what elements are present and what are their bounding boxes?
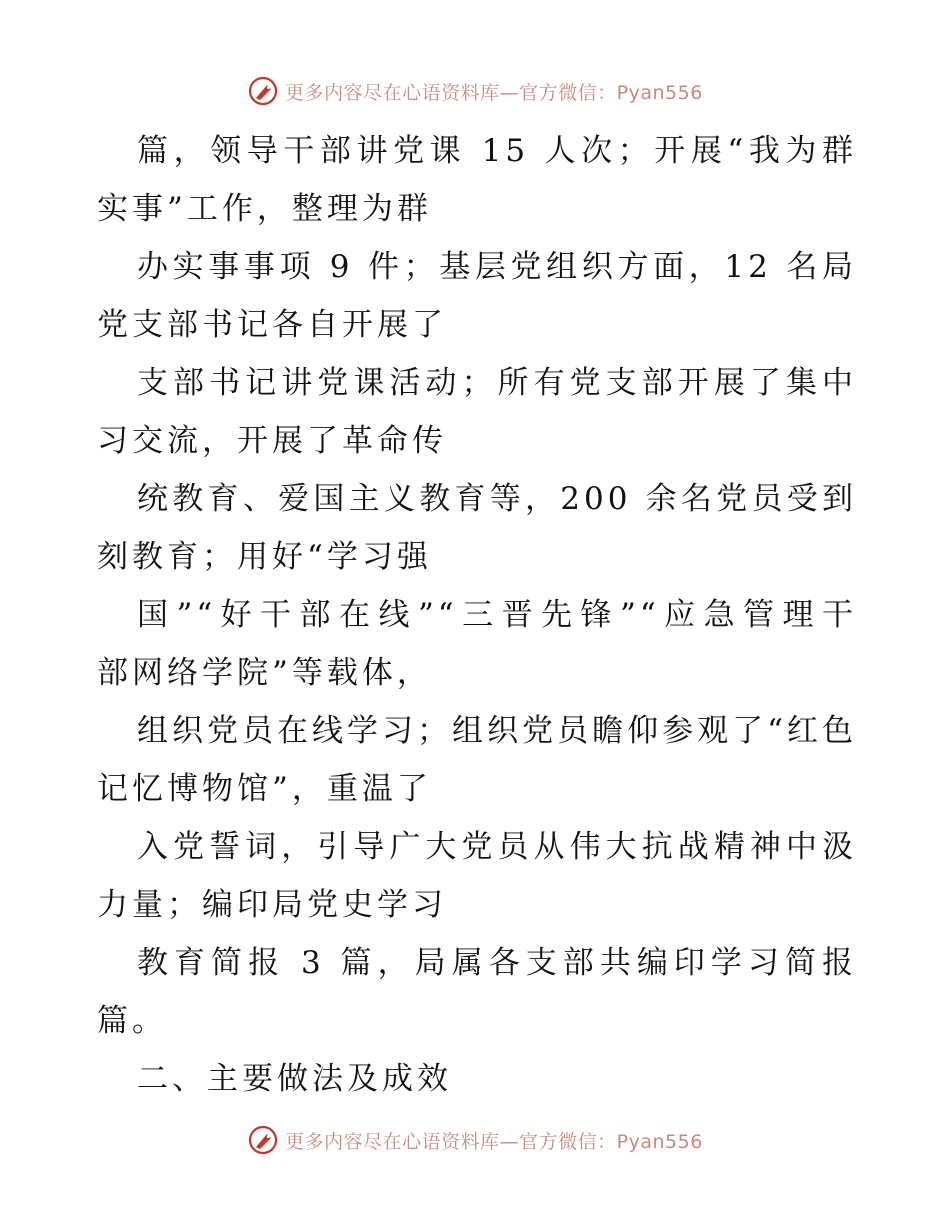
body-line: 篇。 [97, 1003, 167, 1039]
watermark-banner-bottom [0, 1120, 950, 1160]
body-line: 实事”工作，整理为群 [97, 191, 432, 227]
body-line: 部网络学院”等载体， [97, 655, 432, 691]
body-line: 篇，领导干部讲党课 15 人次；开展“我为群 [137, 133, 857, 169]
body-line: 习交流，开展了革命传 [97, 423, 447, 459]
body-line: 力量；编印局党史学习 [97, 887, 447, 923]
body-line: 统教育、爱国主义教育等，200 余名党员受到 [137, 481, 857, 517]
body-line: 刻教育；用好“学习强 [97, 539, 432, 575]
body-line: 组织党员在线学习；组织党员瞻仰参观了“红色 [137, 713, 857, 749]
watermark-text: 更多内容尽在心语资料库—官方微信：Pyan556 [285, 81, 703, 104]
body-line: 国”“好干部在线”“三晋先锋”“应急管理干 [137, 597, 857, 633]
body-line: 办实事事项 9 件；基层党组织方面，12 名局 [137, 249, 857, 285]
pen-nib-logo-icon [247, 1124, 279, 1156]
body-line: 党支部书记各自开展了 [97, 307, 447, 343]
pen-nib-logo-icon [247, 75, 279, 107]
body-line: 入党誓词，引导广大党员从伟大抗战精神中汲 [137, 829, 857, 865]
section-heading: 二、主要做法及成效 [137, 1061, 452, 1097]
body-line: 记忆博物馆”，重温了 [97, 771, 432, 807]
document-body [97, 122, 857, 1108]
body-line: 教育简报 3 篇，局属各支部共编印学习简报 [137, 945, 857, 981]
watermark-banner-top [0, 71, 950, 111]
body-line: 支部书记讲党课活动；所有党支部开展了集中 [137, 365, 857, 401]
watermark-text: 更多内容尽在心语资料库—官方微信：Pyan556 [285, 1130, 703, 1153]
